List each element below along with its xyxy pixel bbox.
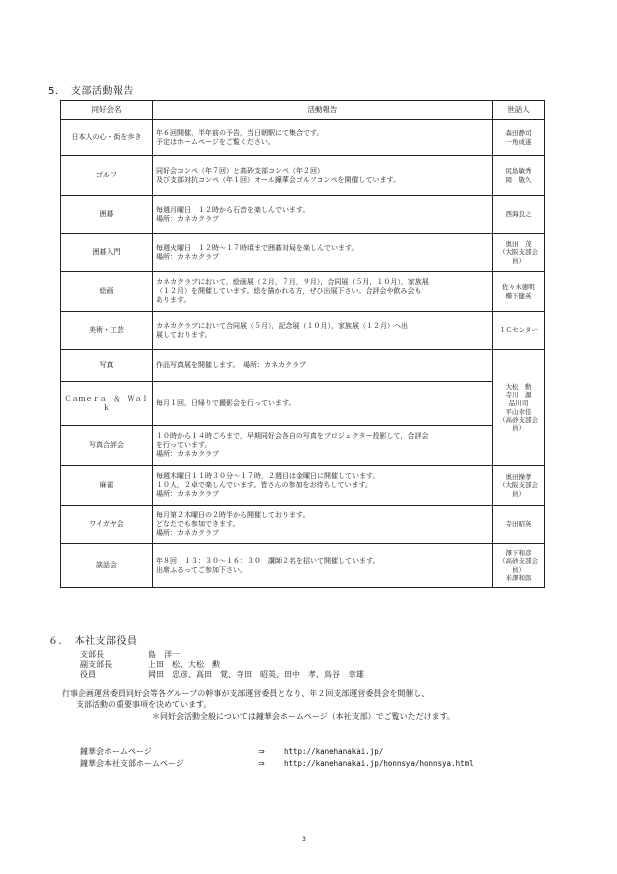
person-name: 澤下和彦 （高砂支部会員） 米澤和郎 (493, 544, 545, 588)
arrow-icon: ⇒ (258, 759, 265, 768)
person-name: 寺田昭英 (493, 506, 545, 544)
group-name: 麻雀 (61, 466, 153, 506)
officer-names: 島 洋一 (148, 650, 180, 659)
person-name: 尻島敏秀 岡 敬久 (493, 156, 545, 196)
activity-text: １０時から１４時ごろまで，早期同好会各自の写真をプロジェクター投影して，合評会 を行っています。 場所：カネカクラブ (153, 426, 493, 466)
activity-text: 同好会コンペ（年７回）と高砂支部コンペ（年２回） 及び支部対抗コンペ（年１回）オール鐘華会ゴルフコンペを開催しています。 (153, 156, 493, 196)
branch-homepage-url[interactable]: http://kanehanakai.jp/honnsya/honnsya.html (284, 759, 474, 768)
activity-text: 毎週火曜日 １２時〜１７時頃まで囲碁対局を楽しんでいます。 場所：カネカクラブ (153, 234, 493, 272)
committee-note-continued: 支部活動の重要事項を決めています。 (76, 700, 212, 709)
person-name: 奥田操孝 （大阪支部会員） (493, 466, 545, 506)
officer-row (80, 650, 364, 660)
link-name: 鐘華会ホームページ (80, 747, 152, 756)
arrow-icon: ⇒ (258, 747, 265, 756)
activity-text: カネカクラブにおいて，絵画展（２月，７月，９月），合同展（５月，１０月），家族展 （１２月）を開催しています。絵を描かれる方，ぜひ出展下さい。合評会や飲み会も あります。 (153, 272, 493, 312)
table-row (61, 350, 545, 382)
table-row (61, 272, 545, 312)
link-row (80, 758, 474, 770)
table-row (61, 544, 545, 588)
homepage-url[interactable]: http://kanehanakai.jp/ (284, 747, 384, 756)
officer-names: 上田 松、大松 勲 (148, 660, 220, 669)
group-name: ゴルフ (61, 156, 153, 196)
section5-title: 5． 支部活動報告 (48, 86, 134, 97)
table-row (61, 426, 545, 466)
officer-role: 支部長 (80, 650, 104, 659)
table-header-row (61, 101, 545, 120)
activity-report-table (60, 100, 545, 588)
table-row (61, 506, 545, 544)
activity-text: 毎週木曜日１１時３０分〜１７時，２週目は金曜日に開催しています。 １０人，２卓で楽しんでいます。皆さんの参加をお待ちしています。 場所：カネカクラブ (153, 466, 493, 506)
person-name: ＩＣセンター (493, 312, 545, 350)
activity-text: 作品写真展を開催します。 場所：カネカクラブ (153, 350, 493, 382)
header-group: 同好会名 (61, 101, 153, 120)
activity-text: カネカクラブにおいて合同展（５月），記念展（１０月），家族展（１２月）へ出 展しております。 (153, 312, 493, 350)
committee-note: 行事企画運営委員同好会等各グループの幹事が支部運営委員となり、年２回支部運営委員会を開催し、 (62, 689, 430, 698)
group-name: 囲碁 (61, 196, 153, 234)
link-name: 鐘華会本社支部ホームページ (80, 759, 184, 768)
officer-list (80, 650, 364, 680)
activity-text: 毎月１回，日帰りで撮影会を行っています。 (153, 382, 493, 426)
group-name: Ｃａｍｅｒａ ＆ Ｗａｌｋ (61, 382, 153, 426)
header-person: 世話人 (493, 101, 545, 120)
table-row (61, 234, 545, 272)
person-name: 大松 勲 寺川 源 品川司 平山幸佳 （高砂支部会員） (493, 350, 545, 466)
group-name: 日本人の心・街を歩き (61, 120, 153, 156)
activity-text: 年８回 １３：３０〜１６：３０ 講師２名を招いて開催しています。 出席ふるってご参加下さい。 (153, 544, 493, 588)
page-number: 3 (302, 836, 306, 843)
group-name: 写真合評会 (61, 426, 153, 466)
officer-row (80, 670, 364, 680)
table-row (61, 156, 545, 196)
homepage-links (80, 746, 474, 770)
table-row (61, 466, 545, 506)
group-name: 談話会 (61, 544, 153, 588)
header-activity: 活動報告 (153, 101, 493, 120)
person-name: 奥田 茂 （大阪支部会員） (493, 234, 545, 272)
table-row (61, 120, 545, 156)
person-name: 森田静司 一角成遂 (493, 120, 545, 156)
group-name: 絵画 (61, 272, 153, 312)
group-name: ワイガヤ会 (61, 506, 153, 544)
activity-text: 毎週月曜日 １２時から石音を楽しんでいます。 場所：カネカクラブ (153, 196, 493, 234)
activity-text: 年６回開催，半年前の予告，当日朝駅にて集合です。 予定はホームページをご覧ください。 (153, 120, 493, 156)
officer-role: 役員 (80, 670, 96, 679)
table-row (61, 312, 545, 350)
link-row (80, 746, 474, 758)
activity-text: 毎月第２木曜日の２時半から開催しております。 どなたでも参加できます。 場所：カネカクラブ (153, 506, 493, 544)
person-name: 佐々木徳明 櫛下健英 (493, 272, 545, 312)
section6-title: ６． 本社支部役員 (48, 636, 138, 647)
officer-role: 副支部長 (80, 660, 112, 669)
officer-row (80, 660, 364, 670)
person-name: 西海良之 (493, 196, 545, 234)
officer-names: 岡田 忠彦、高田 覚、寺田 昭英、田中 孝、鳥谷 幸雄 (148, 670, 364, 679)
group-name: 美術・工芸 (61, 312, 153, 350)
table-row (61, 196, 545, 234)
group-name: 写真 (61, 350, 153, 382)
group-name: 囲碁入門 (61, 234, 153, 272)
table-row (61, 382, 545, 426)
homepage-note: ＊同好会活動全般については鐘華会ホームページ（本社支部）でご覧いただけます。 (152, 712, 456, 721)
